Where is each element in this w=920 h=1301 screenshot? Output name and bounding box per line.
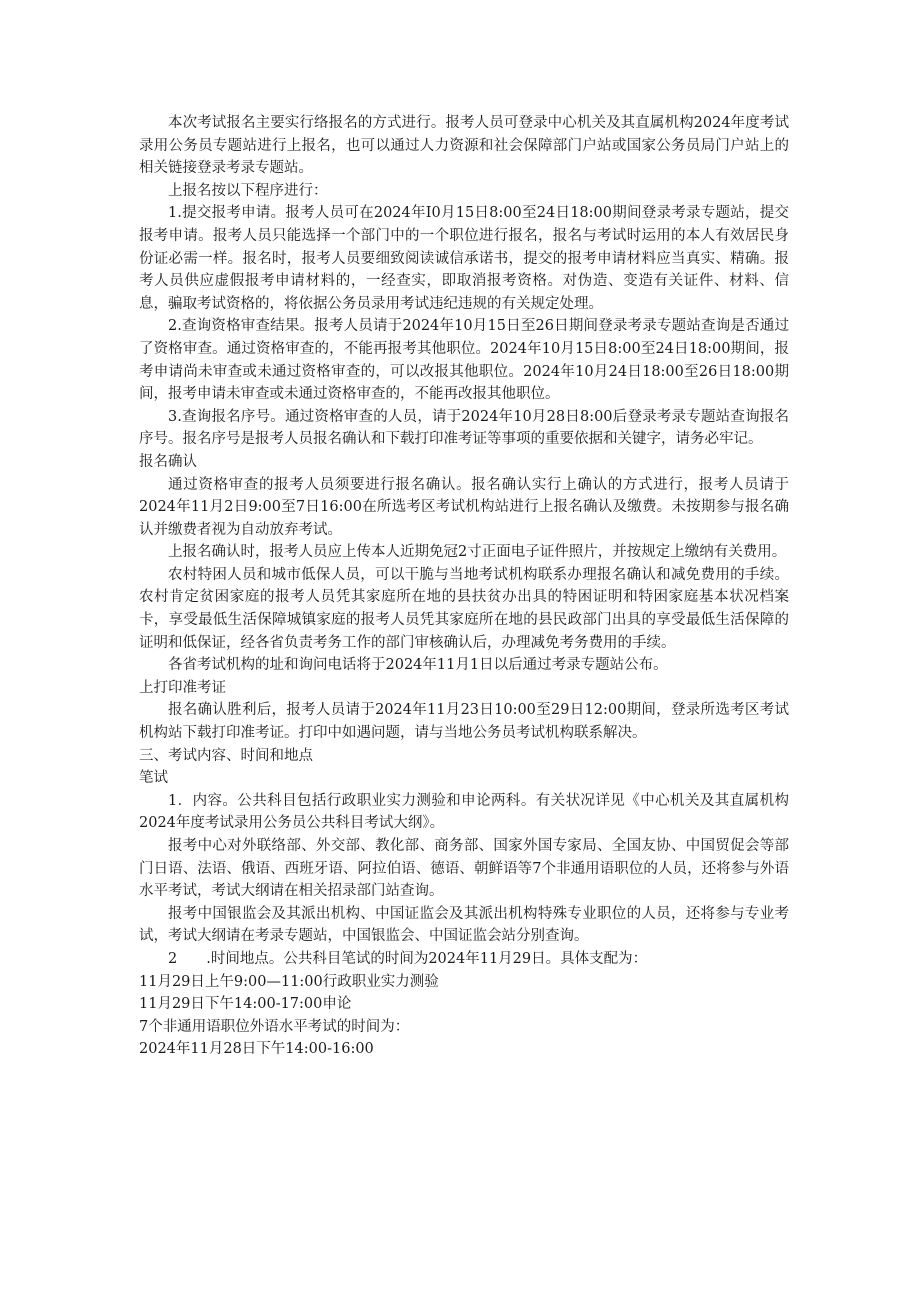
schedule-line-afternoon: 11月29日下午14:00-17:00申论 — [139, 996, 352, 1013]
paragraph-contact-info: 各省考试机构的址和询问电话将于2024年11月1日以后通过考录专题站公布。 — [168, 657, 668, 674]
paragraph-confirmation: 通过资格审查的报考人员须要进行报名确认。报名确认实行上确认的方式进行，报考人员请于2024年11月2日9:00至7日16:00在所选考区考试机构站进行上报名确认及缴费。未按期参与报名确认并缴费者视为自动放弃考试。 — [139, 476, 789, 538]
paragraph-fee-reduction: 农村特困人员和城市低保人员，可以干脆与当地考试机构联系办理报名确认和减免费用的手续。农村肯定贫困家庭的报考人员凭其家庭所在地的县扶贫办出具的特困证明和特困家庭基本状况档案卡，享受最低生活保障城镇家庭的报考人员凭其家庭所在地的县民政部门出具的享受最低生活保障的证明和低保证，经各省负责考务工作的部门审核确认后，办理减免考务费用的手续。 — [139, 566, 789, 651]
section-heading-print-admission: 上打印准考证 — [139, 679, 226, 696]
paragraph-step-3: 3.查询报名序号。通过资格审查的人员，请于2024年10月28日8:00后登录考录专题站查询报名序号。报名序号是报考人员报名确认和下载打印准考证等事项的重要依据和关键字，请务必牢记。 — [139, 408, 789, 448]
schedule-line-foreign: 2024年11月28日下午14:00-16:00 — [139, 1041, 374, 1058]
paragraph-step-2: 2.查询资格审查结果。报考人员请于2024年10月15日至26日期间登录考录专题站查询是否通过了资格审查。通过资格审查的，不能再报考其他职位。2024年10月15日8:00至24日18:00期间，报考申请尚未审查或未通过资格审查的，可以改报其他职位。2024年10月24日18:00至26日18:00期间，报考申请未审查或未通过资格审查的，不能再改报其他职位。 — [139, 318, 789, 403]
paragraph-procedure-lead: 上报名按以下程序进行： — [168, 182, 328, 199]
paragraph-time-location: 2 .时间地点。公共科目笔试的时间为2024年11月29日。具体支配为： — [168, 950, 648, 967]
section-heading-confirmation: 报名确认 — [139, 453, 197, 470]
paragraph-print-admission: 报名确认胜利后，报考人员请于2024年11月23日10:00至29日12:00期间，登录所选考区考试机构站下载打印准考证。打印中如遇问题，请与当地公务员考试机构联系解决。 — [139, 702, 789, 742]
schedule-foreign-lead: 7个非通用语职位外语水平考试的时间为： — [139, 1018, 410, 1035]
section-heading-exam-content: 三、考试内容、时间和地点 — [139, 747, 313, 764]
paragraph-foreign-language: 报考中心对外联络部、外交部、教化部、商务部、国家外国专家局、全国友协、中国贸促会等部门日语、法语、俄语、西班牙语、阿拉伯语、德语、朝鲜语等7个非通用语职位的人员，还将参与外语水平考试，考试大纲请在相关招录部门站查询。 — [139, 838, 789, 900]
paragraph-intro: 本次考试报名主要实行络报名的方式进行。报考人员可登录中心机关及其直属机构2024年度考试录用公务员专题站进行上报名，也可以通过人力资源和社会保障部门户站或国家公务员局门户站上的相关链接登录考录专题站。 — [139, 115, 789, 177]
paragraph-photo-upload: 上报名确认时，报考人员应上传本人近期免冠2寸正面电子证件照片，并按规定上缴纳有关费用。 — [168, 544, 787, 561]
document-body — [139, 112, 789, 1061]
paragraph-content: 1．内容。公共科目包括行政职业实力测验和申论两科。有关状况详见《中心机关及其直属机构2024年度考试录用公务员公共科目考试大纲》。 — [139, 792, 789, 832]
schedule-line-morning: 11月29日上午9:00—11:00行政职业实力测验 — [139, 973, 439, 990]
paragraph-professional-exam: 报考中国银监会及其派出机构、中国证监会及其派出机构特殊专业职位的人员，还将参与专业考试，考试大纲请在考录专题站，中国银监会、中国证监会站分别查询。 — [139, 905, 789, 945]
paragraph-step-1: 1.提交报考申请。报考人员可在2024年I0月15日8:00至24日18:00期间登录考录专题站，提交报考申请。报考人员只能选择一个部门中的一个职位进行报名，报名与考试时运用的本人有效居民身份证必需一样。报名时，报考人员要细致阅读诚信承诺书，提交的报考申请材料应当真实、精确。报考人员供应虚假报考申请材料的，一经查实，即取消报考资格。对伪造、变造有关证件、材料、信息，骗取考试资格的，将依据公务员录用考试违纪违规的有关规定处理。 — [139, 205, 789, 312]
section-heading-written-exam: 笔试 — [139, 770, 168, 787]
